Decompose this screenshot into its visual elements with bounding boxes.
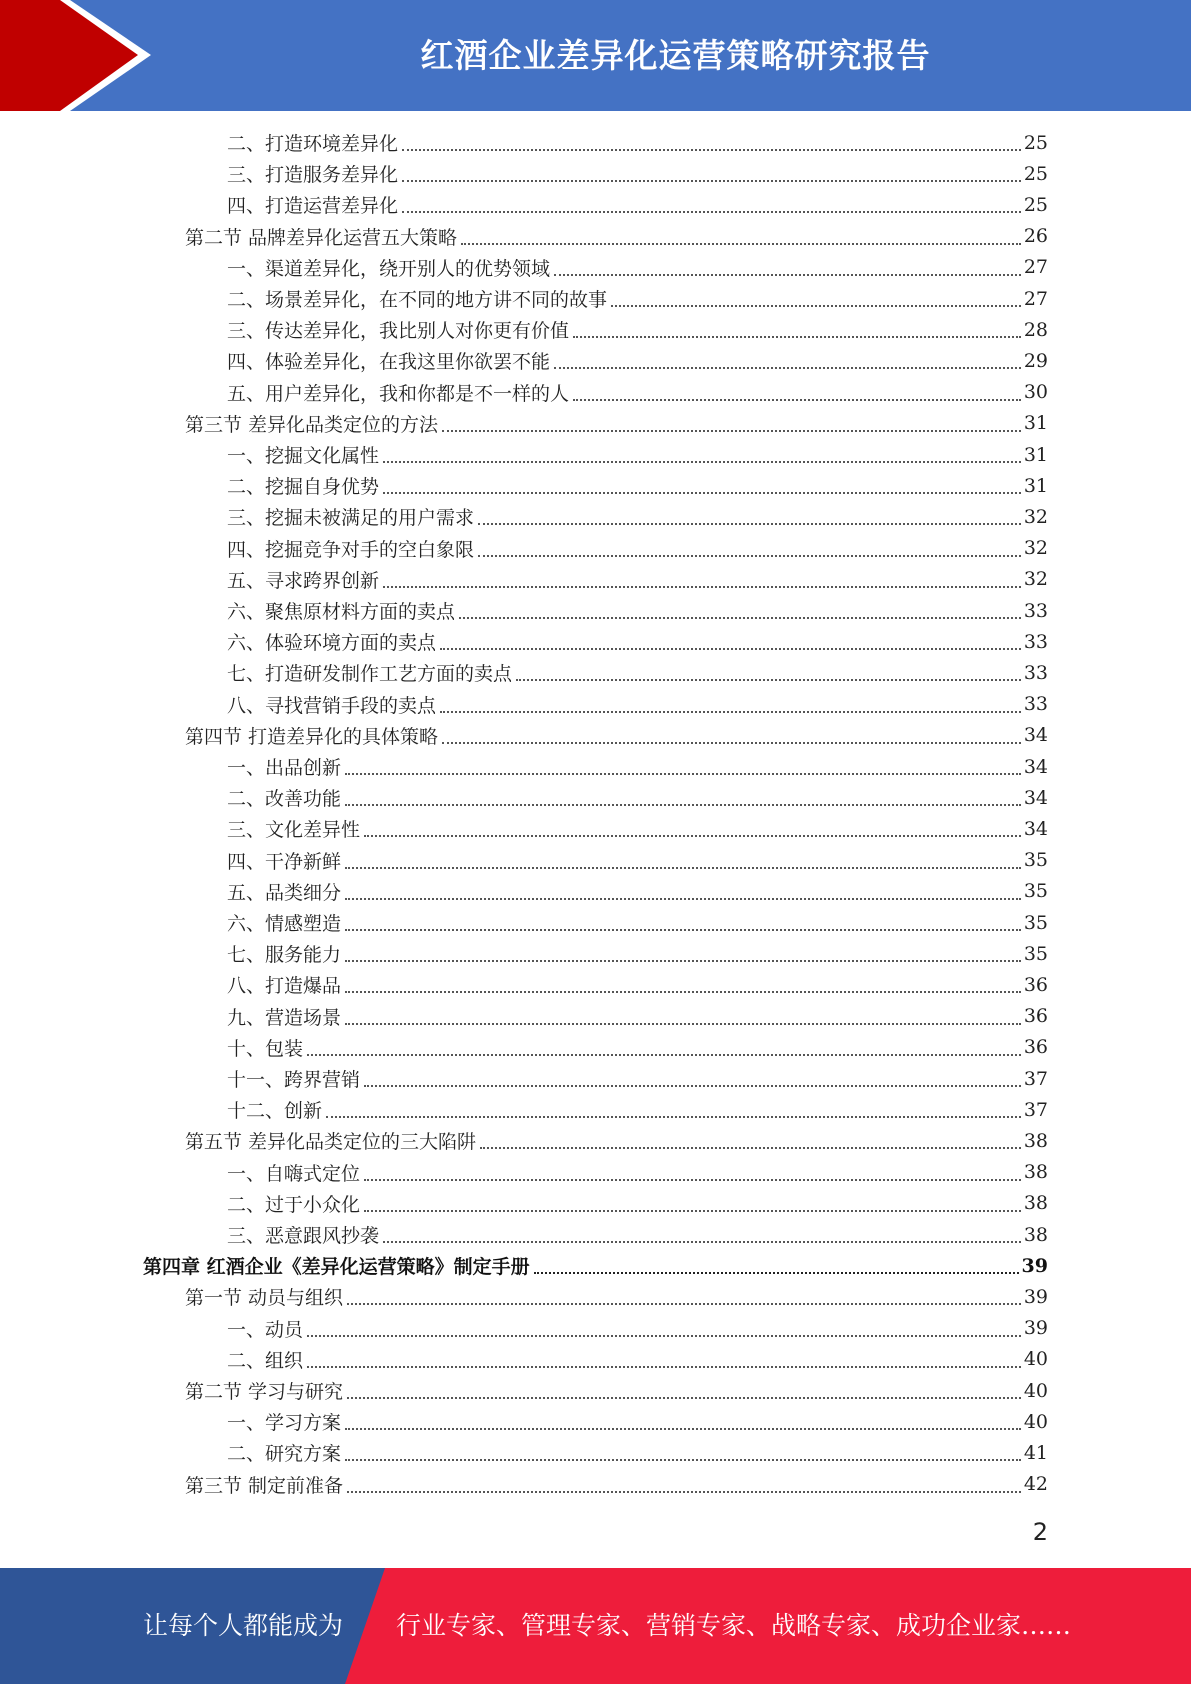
page-header [0,0,1191,111]
toc-entry[interactable] [227,1188,1048,1219]
toc-entry-page: 33 [1023,599,1048,622]
toc-entry-label: 第一节 动员与组织 [185,1287,344,1310]
footer-slogan-right: 行业专家、管理专家、营销专家、战略专家、成功企业家…… [396,1611,1072,1640]
toc-entry[interactable] [227,470,1048,501]
toc-entry-page: 36 [1023,973,1048,996]
toc-entry-page: 30 [1023,381,1048,404]
toc-dot-leader [516,679,1021,681]
toc-dot-leader [383,461,1021,463]
toc-entry-page: 39 [1023,1317,1048,1340]
toc-entry[interactable] [227,533,1048,564]
toc-entry-page: 32 [1023,537,1048,560]
toc-entry-label: 四、干净新鲜 [227,850,342,873]
toc-entry-label: 第二节 学习与研究 [185,1381,344,1403]
toc-entry-page: 28 [1023,318,1048,341]
toc-entry[interactable] [227,1063,1048,1094]
toc-entry[interactable] [227,1219,1048,1250]
toc-entry[interactable] [227,564,1048,595]
page-number: 2 [1032,1518,1048,1546]
toc-dot-leader [573,336,1021,338]
toc-entry[interactable] [227,283,1048,314]
toc-entry-label: 二、过于小众化 [227,1193,361,1216]
toc-dot-leader [307,1054,1021,1056]
toc-dot-leader [573,399,1021,401]
toc-entry-label: 四、挖掘竞争对手的空白象限 [227,538,475,561]
toc-entry-page: 42 [1023,1473,1048,1496]
toc-entry[interactable] [185,720,1048,751]
toc-dot-leader [383,586,1021,588]
toc-dot-leader [383,1241,1021,1243]
toc-entry[interactable] [227,813,1048,844]
toc-entry-page: 40 [1023,1348,1048,1371]
toc-dot-leader [345,1428,1021,1430]
toc-entry[interactable] [227,969,1048,1000]
toc-entry[interactable] [227,1032,1048,1063]
toc-entry-page: 35 [1023,880,1048,903]
toc-entry[interactable] [227,1001,1048,1032]
toc-entry[interactable] [227,876,1048,907]
toc-entry-label: 一、自嗨式定位 [227,1162,361,1185]
toc-entry-page: 31 [1023,474,1048,497]
toc-entry-page: 38 [1023,1161,1048,1184]
toc-entry-page: 38 [1023,1223,1048,1246]
toc-entry-page: 38 [1023,1192,1048,1215]
footer-slogan-left: 让每个人都能成为 [143,1611,344,1640]
toc-entry[interactable] [227,345,1048,376]
toc-dot-leader [402,211,1021,213]
toc-entry-label: 十、包装 [227,1037,304,1060]
toc-entry-label: 五、用户差异化，我和你都是不一样的人 [227,382,570,405]
toc-dot-leader [480,1147,1021,1149]
toc-entry-label: 一、挖掘文化属性 [227,445,380,467]
toc-dot-leader [402,180,1021,182]
toc-entry[interactable] [185,1469,1048,1500]
toc-entry-label: 二、打造环境差异化 [227,133,399,155]
toc-dot-leader [478,555,1021,557]
toc-dot-leader [345,898,1021,900]
toc-dot-leader [345,991,1021,993]
toc-dot-leader [611,305,1021,307]
toc-dot-leader [364,1179,1021,1181]
toc-entry-page: 34 [1023,817,1048,840]
toc-entry[interactable] [227,1157,1048,1188]
toc-entry[interactable] [227,1406,1048,1437]
toc-entry-page: 25 [1023,131,1048,154]
toc-entry[interactable] [227,252,1048,283]
toc-entry[interactable] [227,1344,1048,1375]
toc-dot-leader [461,243,1021,245]
toc-entry[interactable] [227,845,1048,876]
toc-dot-leader [307,1366,1021,1368]
toc-entry[interactable] [185,1375,1048,1406]
toc-entry-page: 37 [1023,1067,1048,1090]
toc-entry-label: 七、打造研发制作工艺方面的卖点 [227,663,513,686]
toc-dot-leader [554,274,1021,276]
toc-entry-page: 37 [1023,1098,1048,1121]
toc-entry-page: 31 [1023,412,1048,435]
toc-entry-page: 33 [1023,661,1048,684]
toc-entry-page: 27 [1023,256,1048,279]
header-red-chevron-decoration [0,0,160,111]
toc-dot-leader [440,648,1021,650]
toc-dot-leader [347,1303,1021,1305]
toc-entry-label: 一、动员 [227,1318,304,1341]
toc-entry-label: 三、传达差异化，我比别人对你更有价值 [227,320,570,343]
toc-entry-label: 三、文化差异性 [227,819,361,842]
toc-dot-leader [554,367,1021,369]
toc-entry-label: 一、渠道差异化，绕开别人的优势领域 [227,257,551,280]
toc-entry-label: 十一、跨界营销 [227,1069,361,1091]
toc-entry-page: 32 [1023,568,1048,591]
toc-entry[interactable] [227,626,1048,657]
toc-dot-leader [345,960,1021,962]
toc-entry-label: 五、品类细分 [227,881,342,904]
toc-dot-leader [442,430,1021,432]
toc-entry[interactable] [227,189,1048,220]
toc-entry[interactable] [227,1313,1048,1344]
toc-entry[interactable] [227,377,1048,408]
toc-entry[interactable] [227,751,1048,782]
toc-dot-leader [440,711,1021,713]
toc-entry-label: 第四节 打造差异化的具体策略 [185,725,439,748]
toc-entry-page: 36 [1023,1005,1048,1028]
toc-entry-page: 34 [1023,755,1048,778]
toc-dot-leader [478,523,1021,525]
toc-entry-label: 四、体验差异化，在我这里你欲罢不能 [227,351,551,374]
toc-entry-label: 二、研究方案 [227,1443,342,1466]
toc-dot-leader [383,492,1021,494]
toc-entry-page: 29 [1023,349,1048,372]
toc-dot-leader [364,1210,1021,1212]
toc-entry-page: 35 [1023,849,1048,872]
toc-entry[interactable] [227,907,1048,938]
toc-entry-label: 六、体验环境方面的卖点 [227,632,437,655]
toc-entry[interactable] [227,439,1048,470]
toc-dot-leader [307,1335,1021,1337]
toc-entry-label: 三、恶意跟风抄袭 [227,1225,380,1247]
toc-dot-leader [402,149,1021,151]
toc-entry-label: 二、组织 [227,1349,304,1372]
toc-entry[interactable] [185,1281,1048,1312]
toc-entry-page: 33 [1023,630,1048,653]
toc-dot-leader [345,773,1021,775]
toc-entry-label: 四、打造运营差异化 [227,195,399,218]
toc-entry-page: 36 [1023,1036,1048,1059]
toc-entry-label: 二、挖掘自身优势 [227,476,380,499]
toc-entry[interactable] [227,501,1048,532]
toc-entry-page: 34 [1023,724,1048,747]
toc-entry-label: 六、聚焦原材料方面的卖点 [227,601,456,623]
toc-entry[interactable] [227,595,1048,626]
toc-dot-leader [345,929,1021,931]
toc-dot-leader [345,1023,1021,1025]
page-footer [0,1568,1191,1684]
toc-entry-page: 27 [1023,287,1048,310]
toc-entry-page: 32 [1023,505,1048,528]
document-title: 红酒企业差异化运营策略研究报告 [420,36,931,75]
toc-entry-page: 25 [1023,193,1048,216]
toc-entry-label: 第四章 红酒企业《差异化运营策略》制定手册 [143,1256,530,1279]
toc-entry-label: 第五节 差异化品类定位的三大陷阱 [185,1131,477,1154]
toc-entry-label: 第二节 品牌差异化运营五大策略 [185,226,458,249]
toc-entry-label: 第三节 差异化品类定位的方法 [185,413,439,436]
toc-entry-page: 35 [1023,942,1048,965]
toc-entry[interactable] [227,689,1048,720]
toc-entry-label: 一、出品创新 [227,757,342,779]
toc-entry-label: 二、场景差异化，在不同的地方讲不同的故事 [227,289,608,311]
toc-dot-leader [534,1272,1019,1274]
toc-dot-leader [459,617,1021,619]
toc-entry-page: 25 [1023,162,1048,185]
toc-entry[interactable] [143,1250,1048,1281]
toc-entry[interactable] [227,657,1048,688]
toc-entry-page: 39 [1023,1285,1048,1308]
toc-entry[interactable] [185,221,1048,252]
toc-dot-leader [345,1459,1021,1461]
toc-entry-page: 33 [1023,693,1048,716]
toc-entry-page: 35 [1023,911,1048,934]
toc-dot-leader [345,867,1021,869]
toc-entry-page: 38 [1023,1129,1048,1152]
toc-entry[interactable] [227,1437,1048,1468]
toc-dot-leader [326,1116,1021,1118]
toc-entry-label: 五、寻求跨界创新 [227,569,380,592]
toc-entry-page: 26 [1023,225,1048,248]
toc-entry-label: 一、学习方案 [227,1412,342,1435]
toc-entry[interactable] [227,127,1048,158]
toc-entry[interactable] [227,938,1048,969]
toc-entry[interactable] [227,158,1048,189]
toc-dot-leader [442,742,1021,744]
toc-entry[interactable] [227,1094,1048,1125]
toc-entry-label: 十二、创新 [227,1100,323,1123]
toc-entry-page: 40 [1023,1410,1048,1433]
toc-entry[interactable] [185,408,1048,439]
toc-entry-page: 31 [1023,443,1048,466]
toc-dot-leader [364,1085,1021,1087]
toc-entry-label: 八、寻找营销手段的卖点 [227,694,437,717]
toc-entry-page: 40 [1023,1379,1048,1402]
toc-entry-page: 41 [1023,1441,1048,1464]
toc-entry-label: 九、营造场景 [227,1006,342,1029]
toc-dot-leader [345,804,1021,806]
toc-entry-label: 七、服务能力 [227,944,342,967]
toc-dot-leader [347,1491,1021,1493]
toc-entry-label: 二、改善功能 [227,788,342,811]
toc-entry[interactable] [185,1125,1048,1156]
toc-entry[interactable] [227,782,1048,813]
toc-dot-leader [364,835,1021,837]
toc-entry-label: 第三节 制定前准备 [185,1474,344,1497]
toc-entry-page: 34 [1023,786,1048,809]
toc-dot-leader [347,1397,1021,1399]
toc-entry[interactable] [227,314,1048,345]
toc-entry-label: 六、情感塑造 [227,913,342,935]
toc-entry-label: 八、打造爆品 [227,975,342,998]
toc-entry-label: 三、挖掘未被满足的用户需求 [227,507,475,530]
toc-entry-label: 三、打造服务差异化 [227,164,399,187]
toc-entry-page: 39 [1021,1254,1048,1277]
